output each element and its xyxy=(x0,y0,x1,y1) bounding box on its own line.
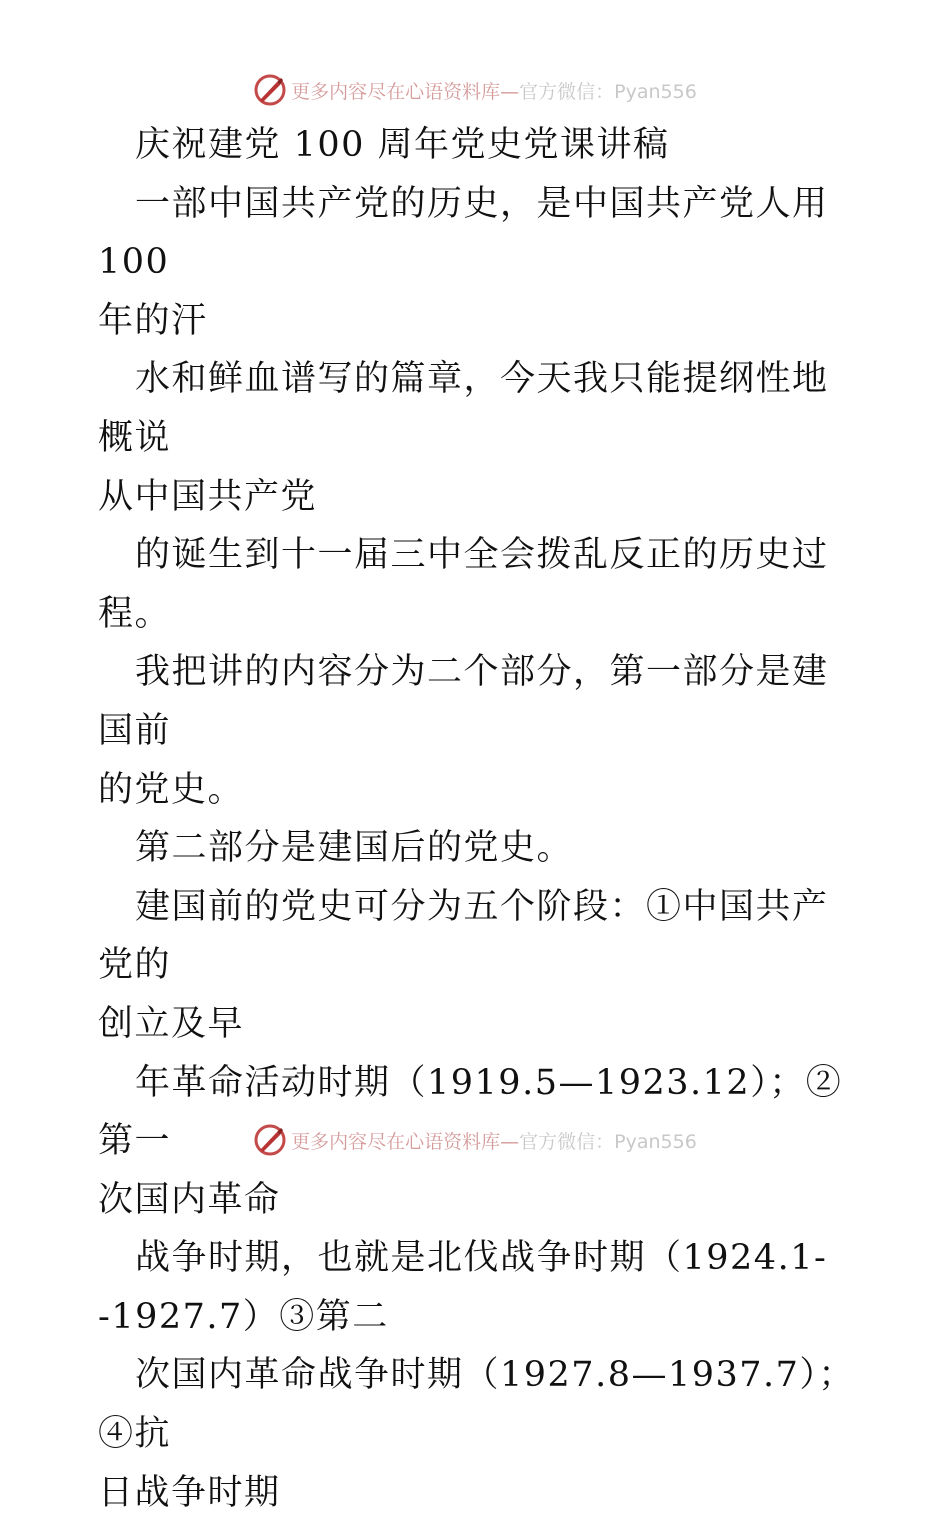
document-line: 的党史。 xyxy=(98,769,245,810)
document-line: 创立及早 xyxy=(98,1003,245,1044)
watermark-main-text: 更多内容尽在心语资料库— xyxy=(291,1130,520,1153)
document-line: -1927.7）③第二 xyxy=(98,1296,389,1337)
document-line: 次国内革命 xyxy=(98,1179,281,1220)
document-line: 庆祝建党 100 周年党史党课讲稿 xyxy=(135,125,670,165)
pen-logo-icon xyxy=(253,73,287,107)
document-line: 第二部分是建国后的党史。 xyxy=(135,828,574,869)
pen-logo-icon xyxy=(253,1123,287,1157)
watermark-text xyxy=(291,1127,697,1154)
document-body xyxy=(98,116,858,1522)
footer-watermark xyxy=(0,1120,950,1160)
document-line: 的诞生到十一届三中全会拨乱反正的历史过程。 xyxy=(98,535,829,634)
header-watermark xyxy=(0,70,950,110)
document-line: 从中国共产党 xyxy=(98,476,318,517)
document-line: 次国内革命战争时期（1927.8—1937.7）；④抗 xyxy=(98,1355,855,1455)
document-line: 我把讲的内容分为二个部分，第一部分是建国前 xyxy=(98,652,829,751)
document-line: 水和鲜血谱写的篇章，今天我只能提纲性地概说 xyxy=(98,359,829,458)
watermark-text xyxy=(291,77,697,104)
document-line: 建国前的党史可分为五个阶段：①中国共产党的 xyxy=(98,886,829,986)
document-line: 年的汗 xyxy=(98,300,208,341)
document-line: 一部中国共产党的历史，是中国共产党人用 100 xyxy=(98,183,842,283)
document-line: 战争时期，也就是北伐战争时期（1924.1- xyxy=(135,1238,828,1279)
document-line: 日战争时期 xyxy=(98,1472,281,1513)
watermark-main-text: 更多内容尽在心语资料库— xyxy=(291,80,520,103)
document-line: 年革命活动时期（1919.5—1923.12）；②第一 xyxy=(98,1062,843,1162)
watermark-wechat-text: 官方微信：Pyan556 xyxy=(519,1130,697,1153)
watermark-wechat-text: 官方微信：Pyan556 xyxy=(519,80,697,103)
